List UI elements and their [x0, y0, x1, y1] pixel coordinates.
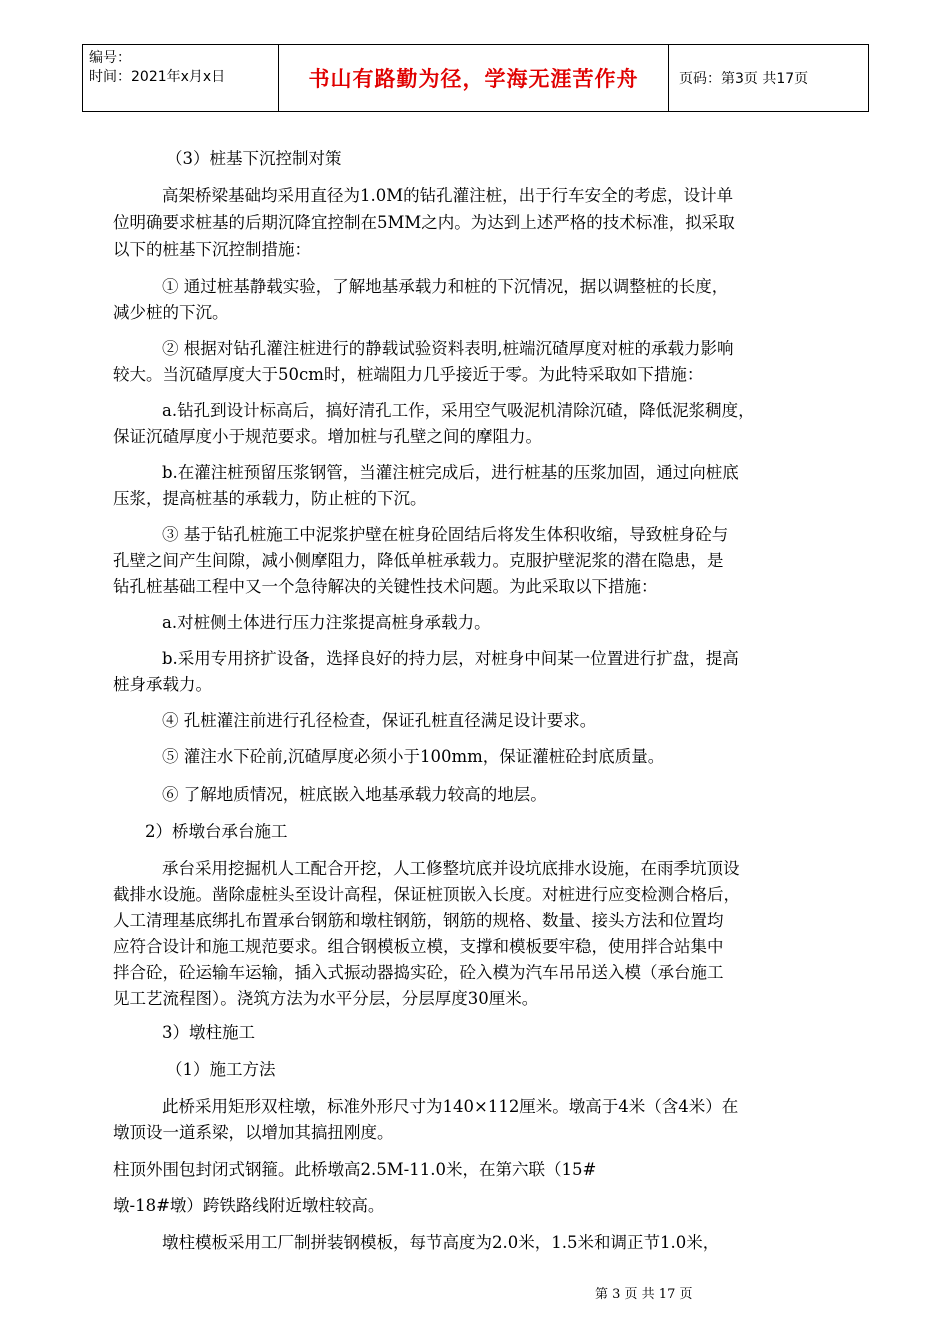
body-line: 以下的桩基下沉控制措施： [113, 240, 311, 259]
body-line: 承台采用挖掘机人工配合开挖，人工修整坑底并设坑底排水设施，在雨季坑顶设 [162, 859, 740, 878]
body-line: 此桥采用矩形双柱墩，标准外形尺寸为140×112厘米。墩高于4米（含4米）在 [162, 1097, 739, 1116]
body-line: 桩身承载力。 [113, 675, 212, 694]
body-line: 钻孔桩基础工程中又一个急待解决的关键性技术问题。为此采取以下措施： [113, 577, 658, 596]
body-line: a.对桩侧土体进行压力注浆提高桩身承载力。 [162, 613, 491, 632]
body-line: 墩柱模板采用工厂制拼装钢模板，每节高度为2.0米，1.5米和调正节1.0米， [162, 1233, 720, 1252]
body-line: ② 根据对钻孔灌注桩进行的静载试验资料表明,桩端沉碴厚度对桩的承载力影响 [162, 339, 734, 358]
document-number: 编号： [89, 50, 131, 66]
header-motto: 书山有路勤为径，学海无涯苦作舟 [279, 45, 669, 111]
body-line: ③ 基于钻孔桩施工中泥浆护壁在桩身砼固结后将发生体积收缩，导致桩身砼与 [162, 525, 729, 544]
header-meta [83, 45, 279, 111]
body-line: b.在灌注桩预留压浆钢管，当灌注桩完成后，进行桩基的压浆加固，通过向桩底 [162, 463, 739, 482]
heading-construction-method: （1）施工方法 [166, 1060, 276, 1079]
body-line: 压浆，提高桩基的承载力，防止桩的下沉。 [113, 489, 427, 508]
body-line: 墩-18#墩）跨铁路线附近墩柱较高。 [113, 1196, 385, 1215]
heading-pier-column: 3）墩柱施工 [162, 1023, 255, 1042]
page-footer: 第 3 页 共 17 页 [595, 1287, 693, 1302]
body-line: ⑥ 了解地质情况，桩底嵌入地基承载力较高的地层。 [162, 785, 547, 804]
body-line: 拌合砼，砼运输车运输，插入式振动器捣实砼，砼入模为汽车吊吊送入模（承台施工 [113, 963, 724, 982]
heading-pile-settlement: （3）桩基下沉控制对策 [166, 149, 342, 168]
body-line: a.钻孔到设计标高后，搞好清孔工作，采用空气吸泥机清除沉碴，降低泥浆稠度， [162, 401, 755, 420]
heading-pier-cap: 2）桥墩台承台施工 [145, 822, 288, 841]
body-line: ① 通过桩基静载实验，了解地基承载力和桩的下沉情况，据以调整桩的长度， [162, 277, 729, 296]
body-line: 孔壁之间产生间隙，减小侧摩阻力，降低单桩承载力。克服护壁泥浆的潜在隐患，是 [113, 551, 724, 570]
page-header [82, 44, 869, 112]
body-line: 人工清理基底绑扎布置承台钢筋和墩柱钢筋，钢筋的规格、数量、接头方法和位置均 [113, 911, 724, 930]
body-line: 较大。当沉碴厚度大于50cm时，桩端阻力几乎接近于零。为此特采取如下措施： [113, 365, 704, 384]
body-line: 保证沉碴厚度小于规范要求。增加桩与孔壁之间的摩阻力。 [113, 427, 542, 446]
body-line: 墩顶设一道系梁，以增加其搞扭刚度。 [113, 1123, 394, 1142]
body-line: ⑤ 灌注水下砼前,沉碴厚度必须小于100mm，保证灌桩砼封底质量。 [162, 747, 665, 766]
body-line: 位明确要求桩基的后期沉降宜控制在5MM之内。为达到上述严格的技术标准，拟采取 [113, 213, 735, 232]
body-line: b.采用专用挤扩设备，选择良好的持力层，对桩身中间某一位置进行扩盘，提高 [162, 649, 739, 668]
body-line: 应符合设计和施工规范要求。组合钢模板立模，支撑和模板要牢稳，使用拌合站集中 [113, 937, 724, 956]
body-line: 截排水设施。凿除虚桩头至设计高程，保证桩顶嵌入长度。对桩进行应变检测合格后， [113, 885, 740, 904]
document-date: 时间：2021年x月x日 [89, 69, 226, 85]
body-line: 见工艺流程图）。浇筑方法为水平分层，分层厚度30厘米。 [113, 989, 539, 1008]
body-line: 减少桩的下沉。 [113, 303, 229, 322]
body-line: 柱顶外围包封闭式钢箍。此桥墩高2.5M-11.0米，在第六联（15# [113, 1160, 597, 1179]
body-line: ④ 孔桩灌注前进行孔径检查，保证孔桩直径满足设计要求。 [162, 711, 597, 730]
body-line: 高架桥梁基础均采用直径为1.0M的钻孔灌注桩，出于行车安全的考虑，设计单 [162, 186, 734, 205]
header-page-number: 页码：第3页 共17页 [679, 71, 809, 87]
